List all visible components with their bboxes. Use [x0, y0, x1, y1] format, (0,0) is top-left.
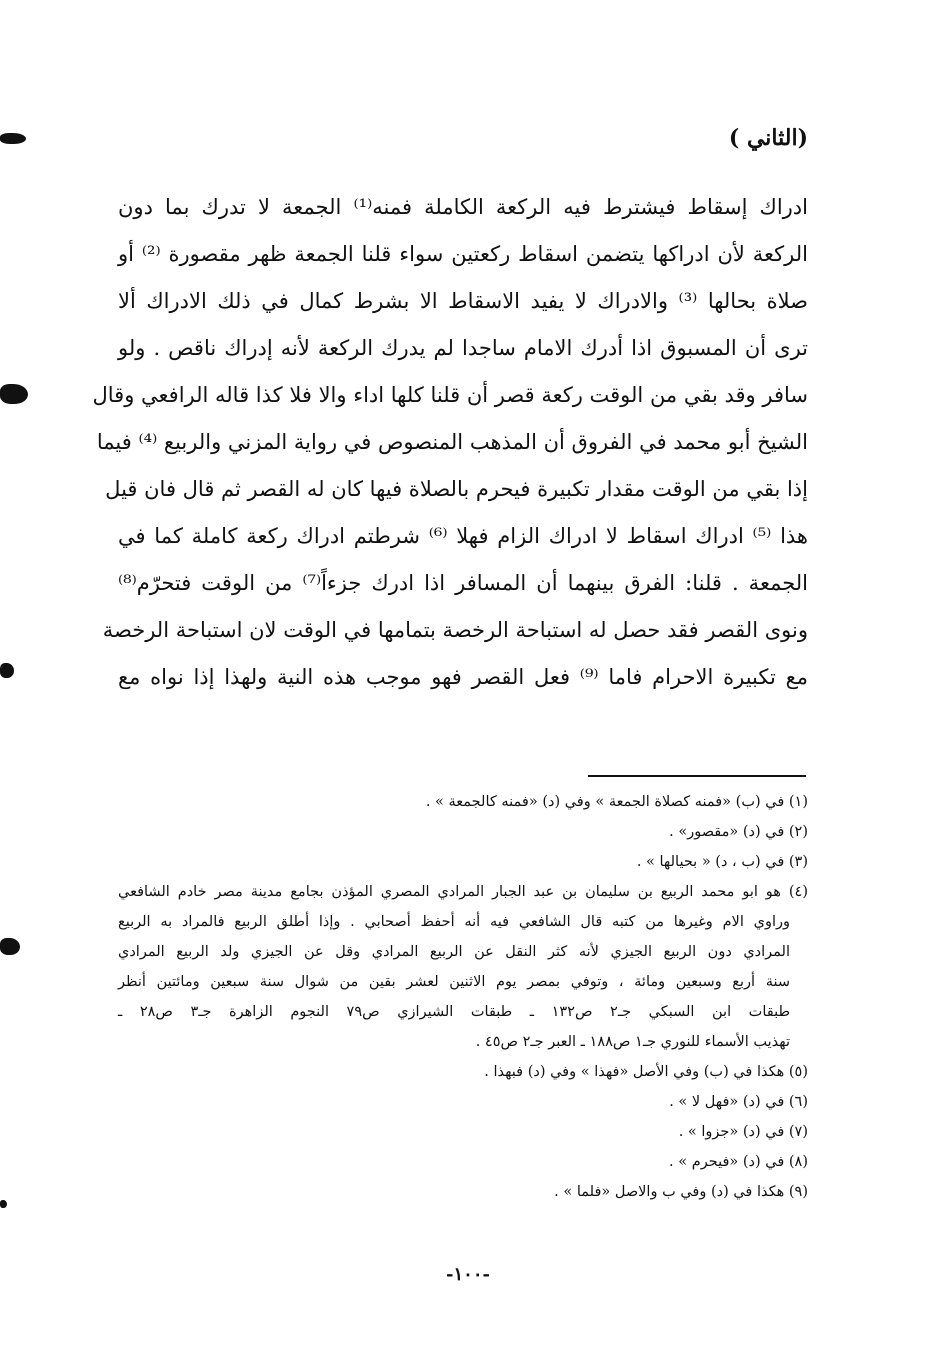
text-line: ادراك إسقاط فيشترط فيه الركعة الكاملة فمنه⁽¹⁾ الجمعة لا تدرك بما دون — [118, 195, 808, 219]
footnote-line: (٣) في (ب ، د) « بحيالها » . — [636, 854, 808, 870]
text-line: الركعة لأن ادراكها يتضمن اسقاط ركعتين سواء قلنا الجمعة ظهر مقصورة ⁽²⁾ أو — [118, 242, 808, 266]
footnote-line: المرادي دون الربيع الجيزي لأنه كثر النقل عن الربيع المرادي وقل عن الجيزي ولد الربيع المرادي — [118, 944, 790, 960]
footnote-line: وراوي الام وغيرها من كتبه قال الشافعي فيه أنه أحفظ أصحابي . وإذا أطلق الربيع فالمراد به الربيع — [118, 914, 790, 930]
text-line: سافر وقد بقي من الوقت ركعة قصر أن قلنا كلها اداء والا فلا كذا قاله الرافعي وقال — [92, 383, 808, 407]
footnote-line: تهذيب الأسماء للنوري جـ١ ص١٨٨ ـ العبر جـ٢ ص٤٥ . — [475, 1034, 790, 1050]
footnotes — [118, 787, 808, 1207]
footnote-line: (٨) في (د) «فيحرم » . — [669, 1154, 808, 1170]
text-line: مع تكبيرة الاحرام فاما ⁽⁹⁾ فعل القصر فهو موجب هذه النية ولهذا إذا نواه مع — [118, 665, 808, 689]
text-line: ترى أن المسبوق اذا أدرك الامام ساجدا لم يدرك الركعة لأنه إدراك ناقص . ولو — [118, 336, 808, 360]
footnote-line: (٥) هكذا في (ب) وفي الأصل «فهذا » وفي (د) فبهذا . — [484, 1064, 808, 1080]
footnote-line: سنة أربع وسبعين ومائة ، وتوفي بمصر يوم الاثنين لعشر بقين من شوال سنة سبعين ومائتين أنظر — [118, 974, 790, 990]
text-line: إذا بقي من الوقت مقدار تكبيرة فيحرم بالصلاة فيها كان له القصر ثم قال فان قيل — [105, 477, 808, 501]
main-text — [92, 184, 808, 701]
footnote-line: (٦) في (د) «فهل لا » . — [669, 1094, 808, 1110]
footnote-line: (٢) في (د) «مقصور» . — [669, 824, 808, 840]
scan-mark — [0, 133, 26, 144]
scan-mark — [0, 938, 20, 955]
footnote-line: طبقات ابن السبكي جـ٢ ص١٣٢ ـ طبقات الشيرازي ص٧٩ النجوم الزاهرة جـ٣ ص٢٨ ـ — [118, 1004, 790, 1020]
footnote-separator — [588, 775, 806, 777]
scan-mark — [0, 1200, 7, 1208]
page-number: -١٠٠- — [446, 1264, 490, 1285]
text-line: هذا ⁽⁵⁾ ادراك اسقاط لا ادراك الزام فهلا ⁽⁶⁾ شرطتم ادراك ركعة كاملة كما في — [118, 524, 808, 548]
footnote-line: (١) في (ب) «فمنه كصلاة الجمعة » وفي (د) «فمنه كالجمعة » . — [425, 794, 808, 810]
footnote-line: (٤) هو ابو محمد الربيع بن سليمان بن عبد الجبار المرادي المصري المؤذن بجامع مدينة مصر خادم الشافعي — [118, 884, 808, 900]
text-line: الشيخ أبو محمد في الفروق أن المذهب المنصوص في رواية المزني والربيع ⁽⁴⁾ فيما — [96, 430, 808, 454]
footnote-line: (٧) في (د) «جزوا » . — [678, 1124, 808, 1140]
section-heading: (الثاني ) — [728, 125, 808, 151]
scan-mark — [0, 663, 14, 678]
text-line: الجمعة . قلنا: الفرق بينهما أن المسافر اذا ادرك جزءاً⁽⁷⁾ من الوقت فتحرّم⁽⁸⁾ — [118, 571, 808, 595]
text-line: ونوى القصر فقد حصل له استباحة الرخصة بتمامها في الوقت لان استباحة الرخصة — [102, 618, 808, 642]
text-line: صلاة بحالها ⁽³⁾ والادراك لا يفيد الاسقاط الا بشرط كمال في ذلك الادراك ألا — [118, 289, 808, 313]
footnote-line: (٩) هكذا في (د) وفي ب والاصل «فلما » . — [554, 1184, 808, 1200]
scan-mark — [0, 384, 28, 404]
